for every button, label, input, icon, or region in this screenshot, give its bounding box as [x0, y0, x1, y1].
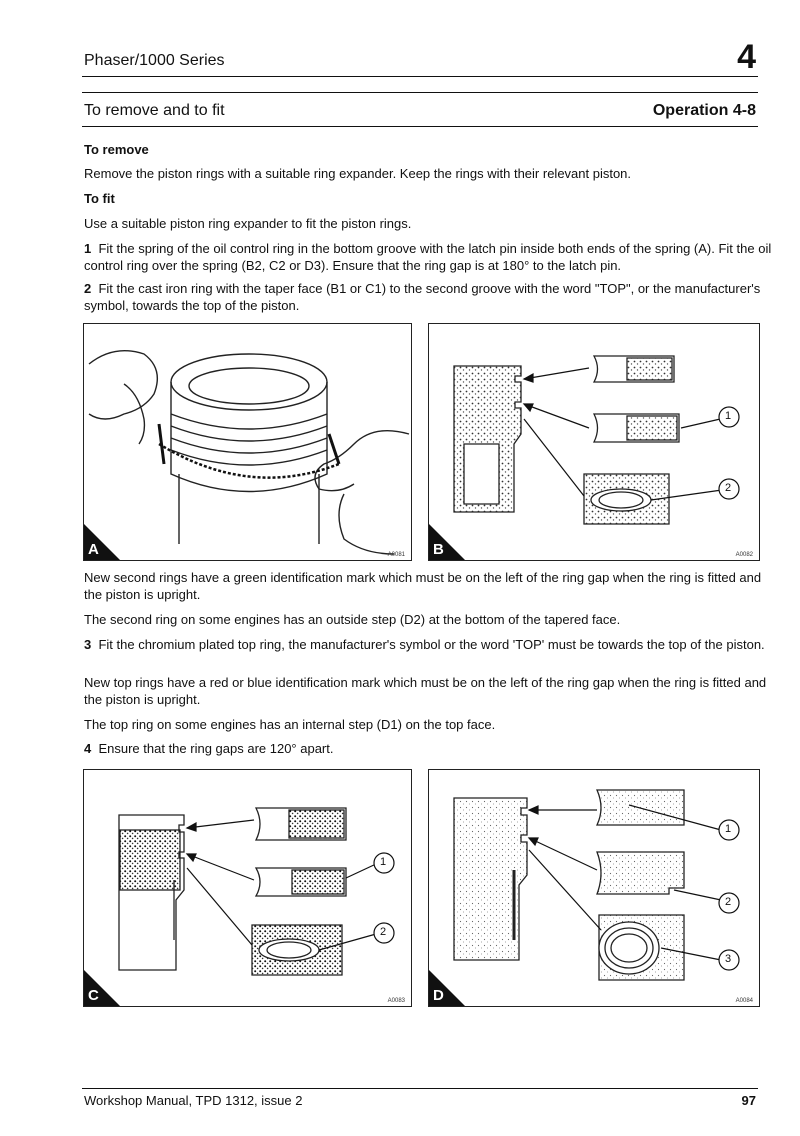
step-2 [84, 280, 774, 314]
page-number: 97 [741, 1093, 756, 1108]
footer-rule [82, 1088, 758, 1089]
figure-b [428, 323, 760, 561]
figure-d-callout-1: 1 [725, 823, 732, 835]
figure-d-code: A0084 [735, 998, 753, 1004]
figure-d-letter: D [433, 987, 444, 1004]
section-rule-bottom [82, 126, 758, 127]
step-1 [84, 240, 774, 274]
figure-d-callout-3: 3 [725, 953, 732, 965]
section-rule-top [82, 92, 758, 93]
figure-d-illustration [429, 770, 759, 1006]
footer-manual-reference: Workshop Manual, TPD 1312, issue 2 [84, 1093, 303, 1108]
figure-a-code: A0081 [387, 552, 405, 558]
step-3-number: 3 [84, 637, 92, 652]
step-2-number: 2 [84, 281, 92, 296]
operation-number: Operation 4-8 [652, 102, 756, 119]
figure-c [83, 769, 412, 1007]
figure-b-code: A0082 [735, 552, 753, 558]
step-4-text: Ensure that the ring gaps are 120° apart. [98, 741, 334, 756]
fit-intro: Use a suitable piston ring expander to fit the piston rings. [84, 216, 412, 231]
paragraph-red-mark: New top rings have a red or blue identification mark which must be on the left of the ring gap when the ring is fitted and the piston is upright. [84, 675, 767, 707]
figure-c-code: A0083 [387, 998, 405, 1004]
header-rule [82, 76, 758, 77]
step-3 [84, 636, 774, 653]
figure-d [428, 769, 760, 1007]
figure-d-callout-2: 2 [725, 896, 732, 908]
figure-b-illustration [429, 324, 759, 560]
step-1-number: 1 [84, 241, 92, 256]
section-title: To remove and to fit [84, 102, 225, 119]
figure-c-callout-1: 1 [380, 856, 387, 868]
step-1-text: Fit the spring of the oil control ring in the bottom groove with the latch pin inside both ends of the spring (A). Fit the oil control ring over the spring (B2, C2 or D3). Ensure that the ring gap is at 180° to the latch pin. [84, 241, 772, 273]
figure-c-callout-2: 2 [380, 926, 387, 938]
manual-series-title: Phaser/1000 Series [84, 52, 225, 69]
step-3-text: Fit the chromium plated top ring, the manufacturer's symbol or the word 'TOP' must be towards the top of the piston. [98, 637, 765, 652]
figure-b-callout-2: 2 [725, 482, 732, 494]
paragraph-outside-step: The second ring on some engines has an outside step (D2) at the bottom of the tapered face. [84, 612, 621, 627]
figure-a-letter: A [88, 541, 99, 558]
step-2-text: Fit the cast iron ring with the taper face (B1 or C1) to the second groove with the word "TOP", or the manufacturer's symbol, towards the top of the piston. [84, 281, 761, 313]
paragraph-green-mark: New second rings have a green identification mark which must be on the left of the ring gap when the ring is fitted and the piston is upright. [84, 570, 762, 602]
figure-c-letter: C [88, 987, 99, 1004]
step-4-number: 4 [84, 741, 92, 756]
figure-a-illustration [84, 324, 411, 560]
figure-b-letter: B [433, 541, 444, 558]
chapter-number: 4 [737, 38, 756, 76]
paragraph-internal-step: The top ring on some engines has an internal step (D1) on the top face. [84, 717, 496, 732]
figure-b-callout-1: 1 [725, 410, 732, 422]
figure-c-illustration [84, 770, 411, 1006]
figure-a [83, 323, 412, 561]
remove-text: Remove the piston rings with a suitable ring expander. Keep the rings with their relevant piston. [84, 166, 632, 181]
remove-heading: To remove [84, 142, 149, 157]
fit-heading: To fit [84, 191, 115, 206]
step-4 [84, 740, 774, 757]
